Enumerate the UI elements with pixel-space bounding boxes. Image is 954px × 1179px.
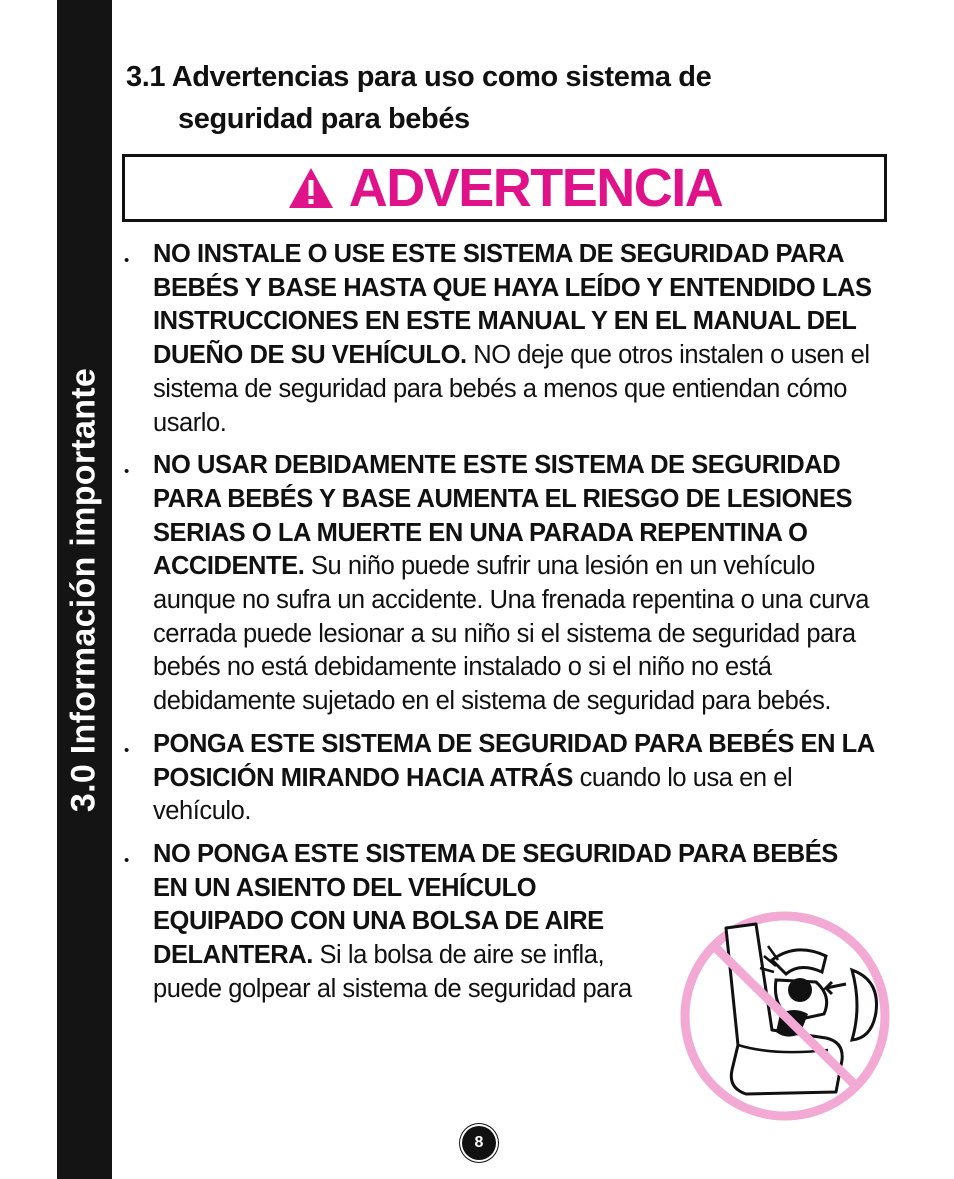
list-item — [120, 728, 895, 829]
warning-triangle-icon — [287, 166, 335, 210]
bullet-text: Su niño puede sufrir una lesión en un vehículo aunque no sufra un accidente. Una frenada repentina o una curva cerrada puede lesionar a su niño si el sistema de seguridad para bebés no está debidamente instalado o si el niño no está debidamente sujetado en el sistema de seguridad para bebés. — [153, 552, 869, 716]
bullet-text: Si la bolsa de aire se infla, — [312, 941, 605, 970]
side-tab-label: 3.0 Información importante — [64, 367, 103, 813]
bullet-bold-text: NO PONGA ESTE SISTEMA DE SEGURIDAD PARA BEBÉS — [153, 839, 838, 868]
section-title-line2: seguridad para bebés — [178, 103, 470, 135]
page-number: 8 — [462, 1126, 496, 1160]
list-item — [120, 449, 895, 719]
bullet-text: cuando lo usa en el vehículo. — [153, 763, 793, 826]
list-item — [120, 238, 895, 440]
no-airbag-prohibition-icon — [676, 910, 894, 1122]
warning-word: ADVERTENCIA — [348, 158, 723, 218]
section-title-line1: 3.1 Advertencias para uso como sistema de — [126, 61, 712, 93]
bullet-bold-text: PONGA ESTE SISTEMA DE SEGURIDAD PARA BEBÉS EN LA POSICIÓN MIRANDO HACIA ATRÁS — [153, 729, 874, 792]
bullet-bold-text: EN UN ASIENTO DEL VEHÍCULO — [153, 873, 537, 902]
bullet-bold-text: EQUIPADO CON UNA BOLSA DE AIRE — [153, 907, 604, 936]
bullet-bold-text: DELANTERA. — [153, 941, 313, 970]
bullet-bold-text: NO INSTALE O USE ESTE SISTEMA DE SEGURIDAD PARA BEBÉS Y BASE HASTA QUE HAYA LEÍDO Y ENTENDIDO LAS INSTRUCCIONES EN ESTE MANUAL Y EN EL MANUAL DEL DUEÑO DE SU VEHÍCULO. — [153, 240, 872, 370]
bullet-text: puede golpear al sistema de seguridad para — [153, 974, 632, 1003]
section-title — [126, 56, 906, 140]
bullet-bold-text: NO USAR DEBIDAMENTE ESTE SISTEMA DE SEGURIDAD PARA BEBÉS Y BASE AUMENTA EL RIESGO DE LESIONES SERIAS O LA MUERTE EN UNA PARADA REPENTINA O ACCIDENTE. — [153, 451, 853, 581]
bullet-text: NO deje que otros instalen o usen el sistema de seguridad para bebés a menos que entiendan cómo usarlo. — [153, 341, 870, 437]
warning-banner — [122, 154, 887, 222]
warning-list — [120, 238, 895, 1015]
